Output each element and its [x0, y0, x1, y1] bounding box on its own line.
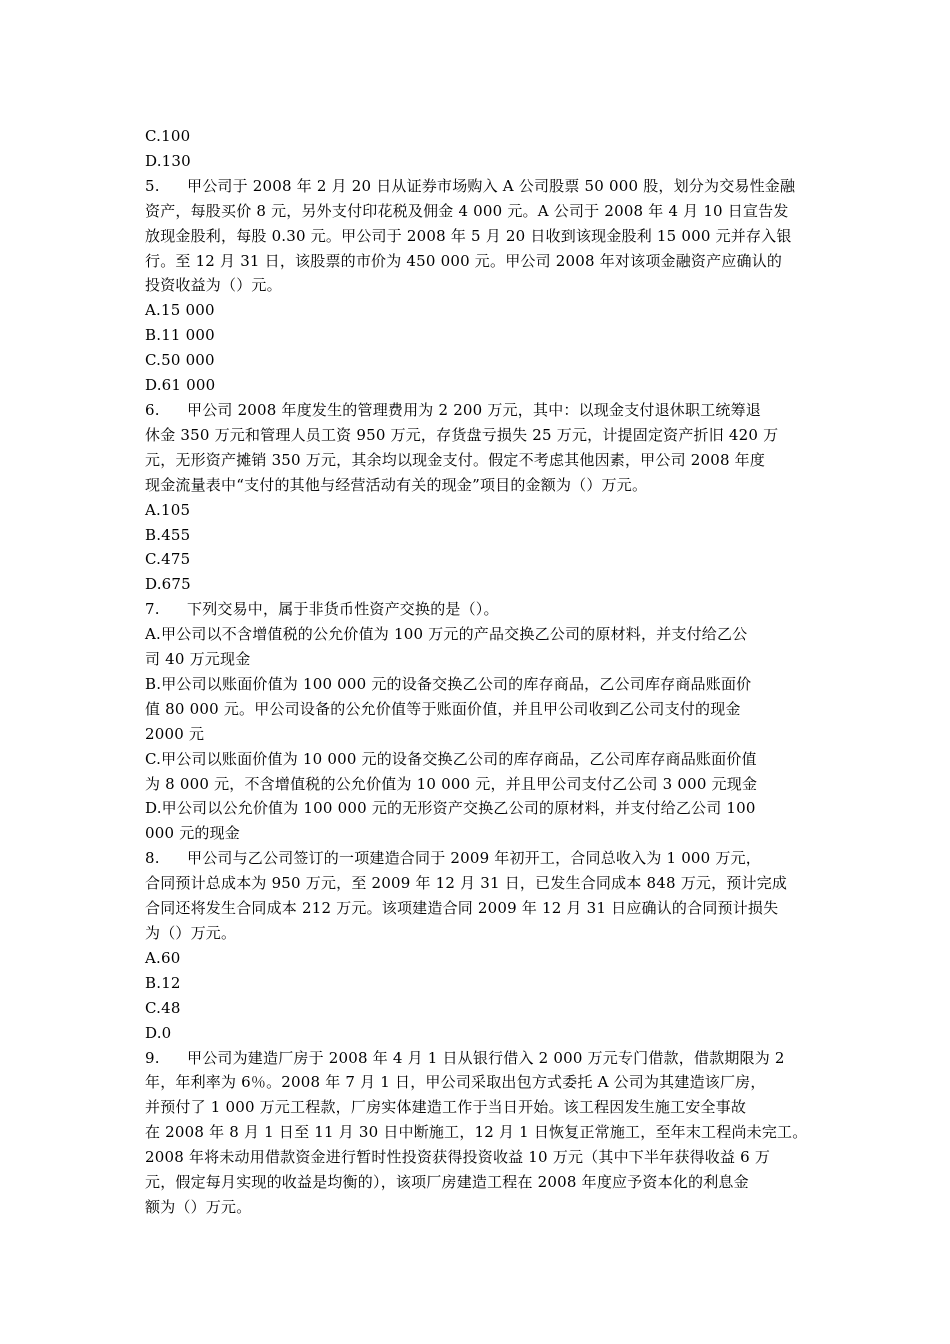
answer-option [145, 1021, 815, 1046]
question-stem-line [145, 224, 815, 249]
question-stem-line [145, 473, 815, 498]
question-stem-line [145, 1095, 815, 1120]
question-text: 并预付了 1 000 万元工程款，厂房实体建造工作于当日开始。该工程因发生施工安全事故 [145, 1098, 747, 1117]
answer-option-line: A.105 [145, 500, 191, 519]
question-stem-line [145, 273, 815, 298]
answer-option-line: A.甲公司以不含增值税的公允价值为 100 万元的产品交换乙公司的原材料，并支付给乙公 [145, 625, 748, 644]
question-text: 现金流量表中“支付的其他与经营活动有关的现金”项目的金额为（）万元。 [145, 475, 648, 494]
answer-option-line: A.60 [145, 948, 181, 967]
answer-option-line: C.甲公司以账面价值为 10 000 元的设备交换乙公司的库存商品，乙公司库存商品账面价值 [145, 749, 757, 768]
question-block [145, 1046, 815, 1220]
question-text: 甲公司与乙公司签订的一项建造合同于 2009 年初开工，合同总收入为 1 000 万元， [187, 849, 761, 868]
answer-option [145, 747, 815, 797]
answer-option-line: 司 40 万元现金 [145, 650, 251, 669]
answer-option-line: 值 80 000 元。甲公司设备的公允价值等于账面价值，并且甲公司收到乙公司支付的现金 [145, 699, 741, 718]
answer-option-line: D.61 000 [145, 376, 216, 395]
question-number: 7. [145, 600, 160, 619]
question-text: 甲公司为建造厂房于 2008 年 4 月 1 日从银行借入 2 000 万元专门借款，借款期限为 2 [187, 1048, 785, 1067]
previous-question-options [145, 124, 815, 174]
answer-option-line: B.11 000 [145, 326, 215, 345]
question-stem-line [145, 1070, 815, 1095]
question-text: 元，无形资产摊销 350 万元，其余均以现金支付。假定不考虑其他因素，甲公司 2008 年度 [145, 450, 766, 469]
answer-option-line: 2000 元 [145, 724, 205, 743]
question-text: 甲公司 2008 年度发生的管理费用为 2 200 万元，其中：以现金支付退休职工统筹退 [187, 400, 761, 419]
question-text: 为（）万元。 [145, 924, 237, 942]
answer-option-line: 为 8 000 元，不含增值税的公允价值为 10 000 元，并且甲公司支付乙公司 3 000 元现金 [145, 774, 758, 793]
answer-option-line: B.12 [145, 973, 181, 992]
question-text: 下列交易中，属于非货币性资产交换的是（）。 [187, 600, 499, 619]
question-number: 9. [145, 1048, 160, 1067]
answer-option-line: B.455 [145, 525, 191, 544]
answer-option [145, 373, 815, 398]
answer-option [145, 547, 815, 572]
question-stem-line [145, 921, 815, 946]
question-text: 在 2008 年 8 月 1 日至 11 月 30 日中断施工，12 月 1 日恢复正常施工，至年末工程尚未完工。 [145, 1123, 808, 1142]
question-stem-line [145, 1120, 815, 1145]
question-number: 6. [145, 400, 160, 419]
question-text: 行。至 12 月 31 日，该股票的市价为 450 000 元。甲公司 2008 年对该项金融资产应确认的 [145, 251, 783, 270]
answer-option-line: D.0 [145, 1023, 172, 1042]
question-stem-first-line [145, 846, 815, 871]
question-text: 年，年利率为 6％。2008 年 7 月 1 日，甲公司采取出包方式委托 A 公司为其建造该厂房， [145, 1073, 766, 1092]
question-block [145, 846, 815, 1045]
question-number: 5. [145, 176, 160, 195]
answer-option-line: 000 元的现金 [145, 824, 240, 843]
question-text: 合同还将发生合同成本 212 万元。该项建造合同 2009 年 12 月 31 日应确认的合同预计损失 [145, 899, 779, 918]
question-text: 投资收益为（）元。 [145, 276, 282, 295]
question-stem-first-line [145, 597, 815, 622]
question-stem-first-line [145, 398, 815, 423]
answer-option [145, 796, 815, 846]
option-c: C.100 [145, 127, 191, 145]
answer-option [145, 523, 815, 548]
question-block [145, 398, 815, 597]
question-stem-line [145, 249, 815, 274]
answer-option [145, 572, 815, 597]
question-number: 8. [145, 849, 160, 868]
question-stem-first-line [145, 174, 815, 199]
question-text: 合同预计总成本为 950 万元，至 2009 年 12 月 31 日，已发生合同成本 848 万元，预计完成 [145, 874, 788, 893]
question-stem-line [145, 199, 815, 224]
answer-option [145, 946, 815, 971]
question-text: 资产，每股买价 8 元，另外支付印花税及佣金 4 000 元。A 公司于 2008 年 4 月 10 日宣告发 [145, 201, 789, 220]
question-stem-line [145, 871, 815, 896]
answer-option [145, 498, 815, 523]
answer-option [145, 348, 815, 373]
answer-option-line: B.甲公司以账面价值为 100 000 元的设备交换乙公司的库存商品，乙公司库存商品账面价 [145, 674, 752, 693]
answer-option [145, 672, 815, 747]
question-stem-line [145, 423, 815, 448]
question-list [145, 174, 815, 1220]
answer-option-line: A.15 000 [145, 301, 215, 320]
question-text: 甲公司于 2008 年 2 月 20 日从证券市场购入 A 公司股票 50 000 股，划分为交易性金融 [187, 176, 796, 195]
question-block [145, 597, 815, 846]
question-stem-line [145, 896, 815, 921]
answer-option [145, 971, 815, 996]
answer-option [145, 996, 815, 1021]
question-block [145, 174, 815, 398]
answer-option [145, 622, 815, 672]
question-stem-line [145, 1145, 815, 1170]
question-text: 2008 年将未动用借款资金进行暂时性投资获得投资收益 10 万元（其中下半年获得收益 6 万 [145, 1148, 771, 1167]
answer-option [145, 298, 815, 323]
answer-option-line: C.48 [145, 998, 181, 1017]
answer-option-line: D.675 [145, 575, 191, 594]
option-d: D.130 [145, 151, 191, 170]
question-text: 额为（）万元。 [145, 1197, 252, 1216]
answer-option-line: C.475 [145, 550, 191, 569]
question-text: 休金 350 万元和管理人员工资 950 万元，存货盘亏损失 25 万元，计提固定资产折旧 420 万 [145, 425, 779, 444]
question-stem-line [145, 1170, 815, 1195]
document-page [145, 124, 815, 1220]
question-stem-line [145, 1195, 815, 1220]
question-stem-first-line [145, 1046, 815, 1071]
answer-option-line: C.50 000 [145, 351, 215, 370]
question-text: 元，假定每月实现的收益是均衡的），该项厂房建造工程在 2008 年度应予资本化的利息金 [145, 1173, 749, 1192]
answer-option-line: D.甲公司以公允价值为 100 000 元的无形资产交换乙公司的原材料，并支付给乙公司 100 [145, 799, 756, 818]
answer-option [145, 323, 815, 348]
question-stem-line [145, 448, 815, 473]
question-text: 放现金股利，每股 0.30 元。甲公司于 2008 年 5 月 20 日收到该现金股利 15 000 元并存入银 [145, 226, 792, 245]
